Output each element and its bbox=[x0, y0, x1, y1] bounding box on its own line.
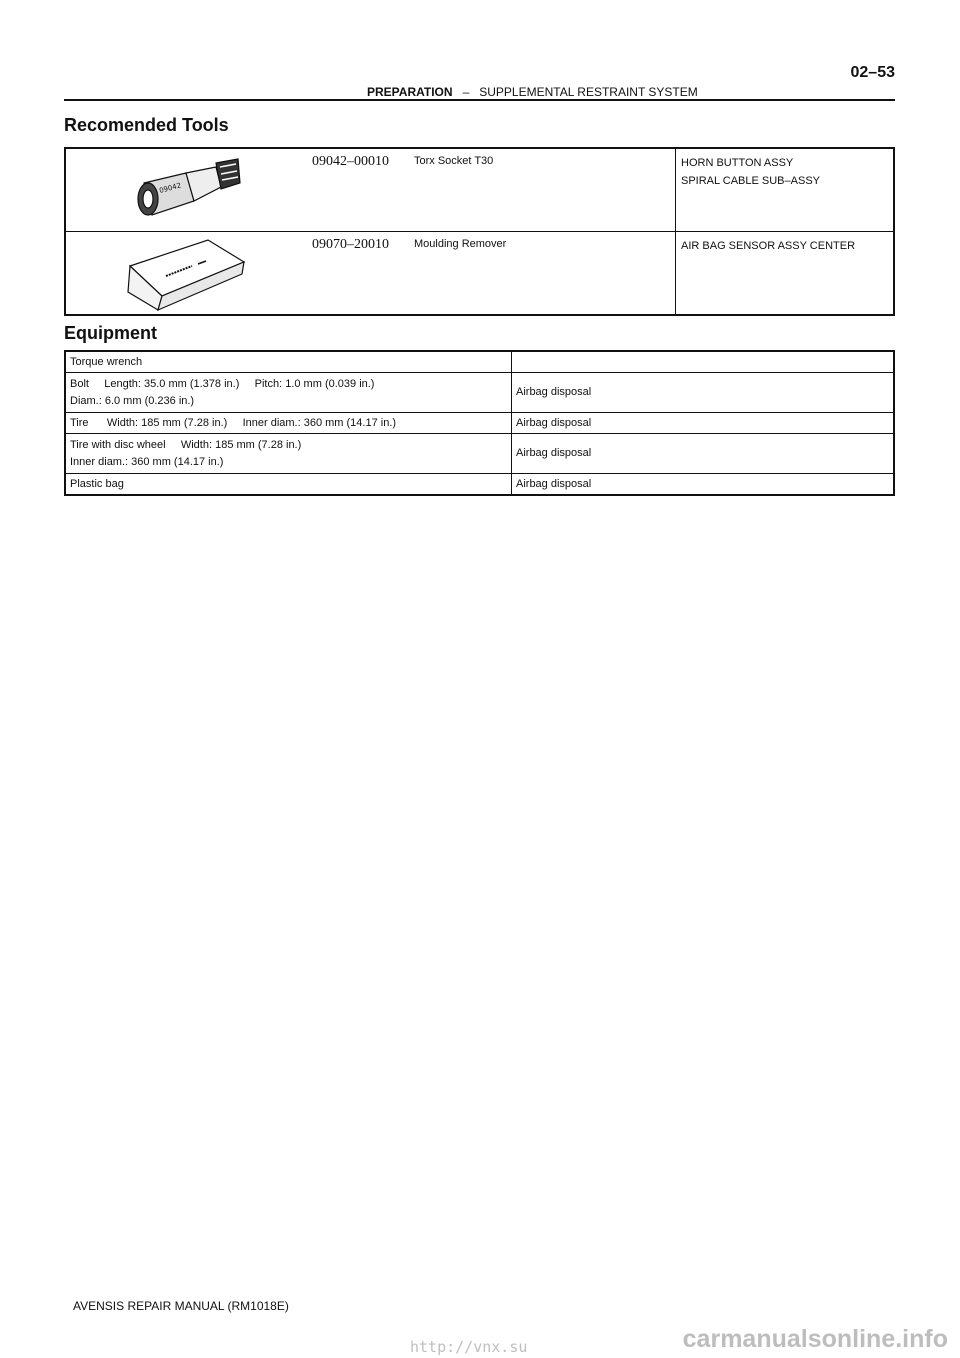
equipment-item-line: Plastic bag bbox=[70, 477, 124, 490]
footer-url-link[interactable]: http://vnx.su bbox=[410, 1338, 528, 1356]
equipment-item-line: Tire Width: 185 mm (7.28 in.) Inner diam.: 360 mm (14.17 in.) bbox=[70, 416, 397, 429]
footer-site-watermark: carmanualsonline.info bbox=[682, 1325, 948, 1353]
tool-name: Torx Socket T30 bbox=[414, 155, 494, 167]
equipment-use: Airbag disposal bbox=[516, 386, 592, 398]
footer-manual-title: AVENSIS REPAIR MANUAL (RM1018E) bbox=[73, 1299, 289, 1313]
running-header bbox=[367, 85, 698, 99]
tool-name: Moulding Remover bbox=[414, 238, 507, 250]
equipment-use: Airbag disposal bbox=[516, 477, 592, 490]
torx-socket-image bbox=[66, 149, 326, 231]
equipment-item bbox=[66, 352, 512, 372]
tool-usage-item: AIR BAG SENSOR ASSY CENTER bbox=[681, 240, 856, 252]
equipment-use: Airbag disposal bbox=[516, 447, 592, 459]
tool-usage bbox=[675, 232, 895, 314]
table-row bbox=[66, 434, 893, 474]
header-subsection: SUPPLEMENTAL RESTRAINT SYSTEM bbox=[479, 85, 698, 99]
header-section: PREPARATION bbox=[367, 85, 453, 99]
tool-usage bbox=[675, 149, 895, 231]
equipment-item-line: Tire with disc wheel Width: 185 mm (7.28 in.) bbox=[70, 438, 302, 451]
tools-section-title: Recomended Tools bbox=[64, 115, 229, 135]
tool-usage-item: HORN BUTTON ASSY bbox=[681, 157, 794, 169]
equipment-item bbox=[66, 413, 512, 433]
tool-row bbox=[66, 149, 893, 232]
equipment-item bbox=[66, 373, 512, 412]
equipment-item-line: Torque wrench bbox=[70, 355, 143, 368]
tools-table bbox=[64, 147, 895, 316]
header-separator: – bbox=[462, 85, 470, 99]
equipment-table bbox=[64, 350, 895, 496]
equipment-use: Airbag disposal bbox=[516, 416, 592, 429]
equipment-section-title: Equipment bbox=[64, 323, 157, 343]
equipment-item bbox=[66, 434, 512, 473]
tool-part-number: 09070–20010 bbox=[312, 237, 389, 252]
tool-part-number: 09042–00010 bbox=[312, 154, 389, 169]
table-row bbox=[66, 373, 893, 413]
header-rule bbox=[64, 99, 895, 101]
svg-text:09042: 09042 bbox=[158, 181, 183, 195]
table-row bbox=[66, 352, 893, 373]
equipment-item-line: Inner diam.: 360 mm (14.17 in.) bbox=[70, 455, 224, 468]
tool-row bbox=[66, 232, 893, 314]
tool-usage-item: SPIRAL CABLE SUB–ASSY bbox=[681, 175, 820, 187]
table-row bbox=[66, 413, 893, 434]
equipment-use bbox=[512, 352, 893, 372]
table-row bbox=[66, 474, 893, 494]
equipment-item bbox=[66, 474, 512, 494]
equipment-item-line: Diam.: 6.0 mm (0.236 in.) bbox=[70, 394, 195, 407]
page-number: 02–53 bbox=[850, 64, 895, 81]
moulding-remover-image bbox=[66, 232, 326, 314]
equipment-item-line: Bolt Length: 35.0 mm (1.378 in.) Pitch: 1.0 mm (0.039 in.) bbox=[70, 377, 375, 390]
